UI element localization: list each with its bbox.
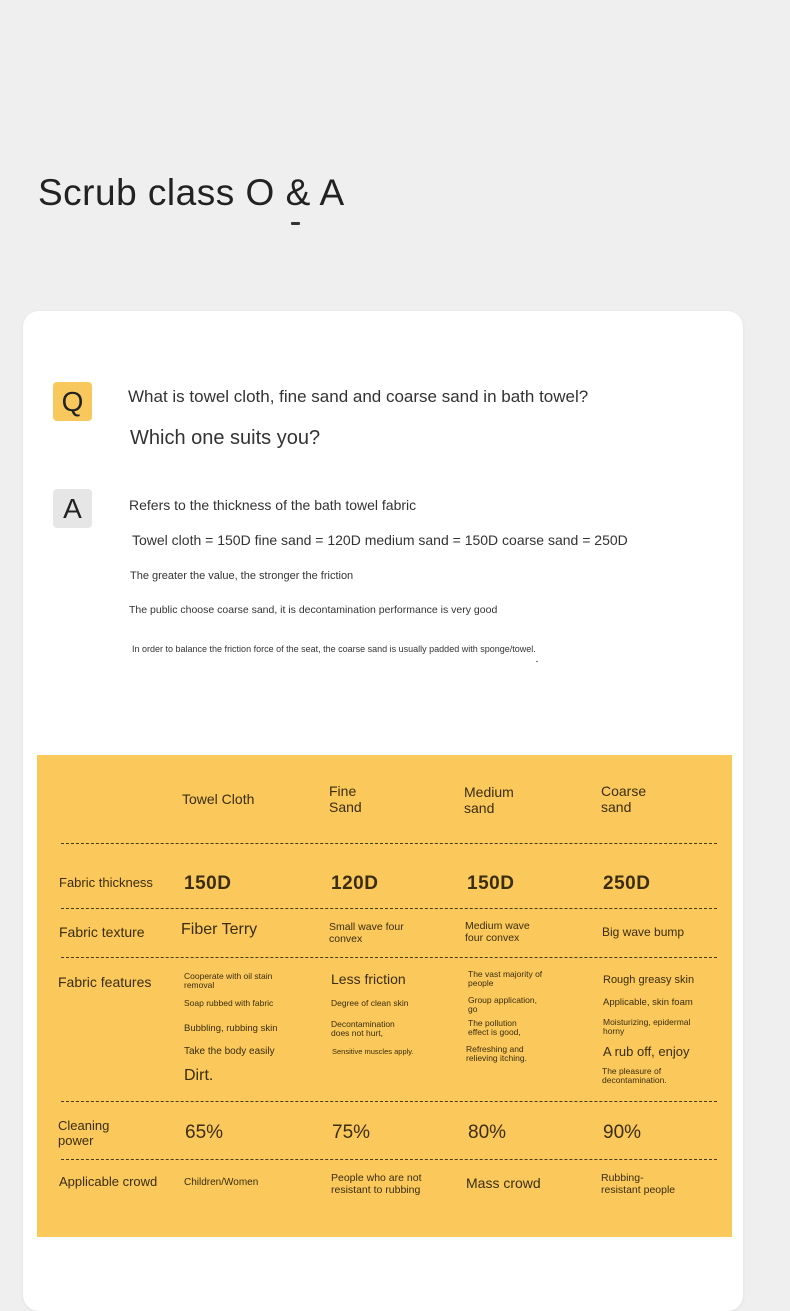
feature-coarse-4: A rub off, enjoy bbox=[603, 1044, 690, 1059]
row-divider bbox=[61, 908, 717, 909]
crowd-fine-sand: People who are not resistant to rubbing bbox=[331, 1172, 422, 1197]
feature-coarse-2: Applicable, skin foam bbox=[603, 997, 693, 1008]
page-title: Scrub class O & A bbox=[38, 172, 345, 213]
question-badge: Q bbox=[53, 382, 92, 421]
feature-medium-4: Refreshing and relieving itching. bbox=[466, 1044, 527, 1063]
column-header-coarse-sand: Coarse sand bbox=[601, 783, 647, 816]
title-underline-mark bbox=[291, 222, 300, 225]
answer-line-1: Refers to the thickness of the bath towel fabric bbox=[129, 497, 417, 513]
answer-badge: A bbox=[53, 489, 92, 528]
answer-line-2: Towel cloth = 150D fine sand = 120D medium sand = 150D coarse sand = 250D bbox=[132, 532, 628, 548]
row-divider bbox=[61, 1101, 717, 1102]
row-label-fabric-thickness: Fabric thickness bbox=[59, 875, 153, 890]
feature-fine-3: Decontamination does not hurt, bbox=[331, 1019, 395, 1038]
feature-towel-5: Dirt. bbox=[184, 1067, 214, 1084]
texture-towel-cloth: Fiber Terry bbox=[181, 921, 258, 938]
cleaning-fine-sand: 75% bbox=[332, 1122, 371, 1143]
column-header-towel-cloth: Towel Cloth bbox=[182, 791, 255, 807]
answer-line-3: The greater the value, the stronger the friction bbox=[130, 570, 354, 582]
feature-fine-4: Sensitive muscles apply. bbox=[332, 1047, 414, 1056]
feature-medium-3: The pollution effect is good, bbox=[468, 1018, 521, 1037]
row-divider bbox=[61, 1159, 717, 1160]
question-line-1: What is towel cloth, fine sand and coarse sand in bath towel? bbox=[128, 387, 589, 406]
crowd-coarse-sand: Rubbing- resistant people bbox=[601, 1172, 676, 1197]
question-line-2: Which one suits you? bbox=[130, 427, 321, 449]
texture-coarse-sand: Big wave bump bbox=[602, 925, 685, 939]
column-header-fine-sand: Fine Sand bbox=[329, 783, 362, 816]
row-label-fabric-texture: Fabric texture bbox=[59, 924, 145, 940]
cleaning-medium-sand: 80% bbox=[468, 1122, 507, 1143]
feature-towel-4: Take the body easily bbox=[184, 1046, 275, 1057]
answer-line-5: In order to balance the friction force of the seat, the coarse sand is usually padded with sponge/towel. bbox=[132, 644, 536, 654]
cleaning-towel-cloth: 65% bbox=[185, 1122, 224, 1143]
thickness-towel-cloth: 150D bbox=[184, 873, 232, 894]
feature-towel-2: Soap rubbed with fabric bbox=[184, 998, 274, 1008]
comparison-table bbox=[37, 755, 732, 1237]
texture-medium-sand: Medium wave four convex bbox=[465, 920, 530, 945]
feature-fine-2: Degree of clean skin bbox=[331, 998, 409, 1008]
texture-fine-sand: Small wave four convex bbox=[329, 921, 404, 946]
feature-coarse-5: The pleasure of decontamination. bbox=[602, 1066, 667, 1085]
row-label-cleaning-power: Cleaning power bbox=[58, 1118, 110, 1148]
thickness-fine-sand: 120D bbox=[331, 873, 379, 894]
row-label-fabric-features: Fabric features bbox=[58, 974, 152, 990]
feature-medium-1: The vast majority of people bbox=[468, 969, 543, 988]
answer-line-4: The public choose coarse sand, it is decontamination performance is very good bbox=[129, 604, 498, 616]
row-divider bbox=[61, 843, 717, 844]
feature-fine-1: Less friction bbox=[331, 971, 406, 987]
cleaning-coarse-sand: 90% bbox=[603, 1122, 642, 1143]
decorative-dot bbox=[536, 661, 538, 662]
feature-towel-1: Cooperate with oil stain removal bbox=[184, 971, 273, 990]
crowd-towel-cloth: Children/Women bbox=[184, 1177, 259, 1188]
feature-coarse-1: Rough greasy skin bbox=[603, 974, 695, 986]
thickness-medium-sand: 150D bbox=[467, 873, 515, 894]
feature-towel-3: Bubbling, rubbing skin bbox=[184, 1023, 278, 1034]
thickness-coarse-sand: 250D bbox=[603, 873, 651, 894]
column-header-medium-sand: Medium sand bbox=[464, 784, 514, 817]
feature-coarse-3: Moisturizing, epidermal horny bbox=[603, 1017, 691, 1036]
row-label-applicable-crowd: Applicable crowd bbox=[59, 1174, 158, 1189]
crowd-medium-sand: Mass crowd bbox=[466, 1175, 541, 1191]
row-divider bbox=[61, 957, 717, 958]
feature-medium-2: Group application, go bbox=[468, 995, 537, 1014]
